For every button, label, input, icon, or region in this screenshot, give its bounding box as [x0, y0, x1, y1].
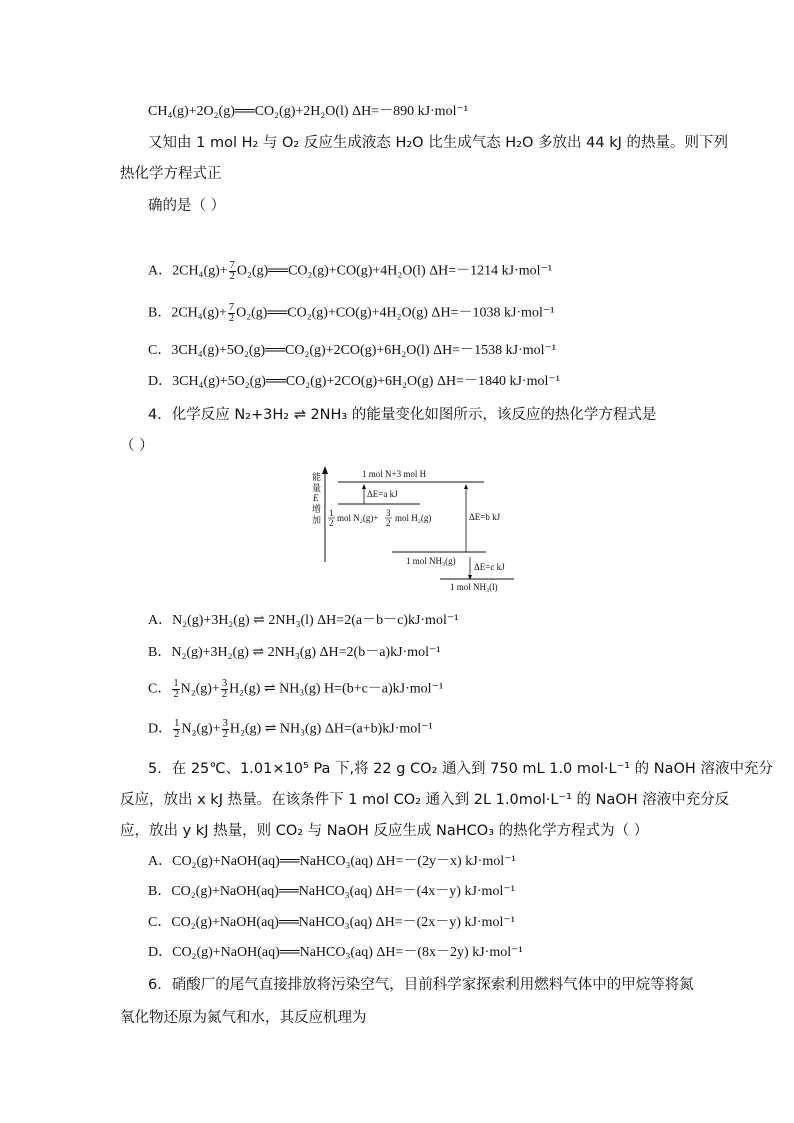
- q4-option-d: D． $\frac{1}{2}$ N₂(g)+ $\frac{3}{2}$ H₂(g) ⇌ NH₃(g) ΔH=(a+b)kJ·mol⁻¹: [148, 718, 433, 740]
- q5-line-2: 反应，放出 x kJ 热量。在该条件下 1 mol CO₂ 通入到 2L 1.0mol·L⁻¹ 的 NaOH 溶液中充分反: [120, 792, 730, 808]
- q4-stem: 4．化学反应 N₂+3H₂ ⇌ 2NH₃ 的能量变化如图所示，该反应的热化学方程式是: [148, 407, 657, 423]
- delta-c-label: ΔE=c kJ: [474, 562, 505, 572]
- q5-option-a: A．CO₂(g)+NaOH(aq)══NaHCO₃(aq) ΔH=－(2y－x) kJ·mol⁻¹: [148, 854, 516, 869]
- fraction-1-2: $\frac{1}{2}$: [173, 678, 179, 700]
- delta-b-arrowhead-icon: [464, 484, 468, 489]
- delta-a-arrowhead-icon: [362, 484, 366, 489]
- q3-option-b: B．2CH₄(g)+ $\frac{7}{2}$ O₂(g)══CO₂(g)+CO(g)+4H₂O(g) ΔH=－1038 kJ·mol⁻¹: [148, 302, 555, 324]
- axis-label-1: 能: [312, 473, 322, 483]
- fraction-7-2: $\frac{7}{2}$: [229, 260, 235, 282]
- fraction-1-2: $\frac{1}{2}$: [174, 718, 180, 740]
- q5-option-b: B．CO₂(g)+NaOH(aq)══NaHCO₃(aq) ΔH=－(4x－y) kJ·mol⁻¹: [148, 884, 515, 899]
- q4-option-b: B．N₂(g)+3H₂(g) ⇌ 2NH₃(g) ΔH=2(b－a)kJ·mol⁻¹: [148, 645, 441, 660]
- mid-text-2: mol H₂(g): [395, 513, 432, 523]
- q3-option-c: C．3CH₄(g)+5O₂(g)══CO₂(g)+2CO(g)+6H₂O(l) ΔH=－1538 kJ·mol⁻¹: [148, 343, 557, 358]
- mid-three-den: 2: [386, 518, 391, 528]
- q6-line-1: 6．硝酸厂的尾气直接排放将污染空气，目前科学家探索利用燃料气体中的甲烷等将氮: [148, 977, 694, 993]
- axis-label-4: 加: [312, 516, 322, 526]
- energy-level-diagram: [300, 462, 520, 597]
- mid-text-1: mol N₂(g)+: [337, 513, 379, 523]
- q4-option-a: A．N₂(g)+3H₂(g) ⇌ 2NH₃(l) ΔH=2(a－b－c)kJ·mol⁻¹: [148, 613, 459, 628]
- intro-line-4: 确的是（ ）: [148, 198, 226, 214]
- q4-option-c: C． $\frac{1}{2}$ N₂(g)+ $\frac{3}{2}$ H₂(g) ⇌ NH₃(g) H=(b+c－a)kJ·mol⁻¹: [148, 678, 444, 700]
- fraction-3-2: $\frac{3}{2}$: [222, 718, 228, 740]
- delta-a-label: ΔE=a kJ: [367, 489, 398, 499]
- fraction-3-2: $\frac{3}{2}$: [221, 678, 228, 700]
- methane-equation: CH₄(g)+2O₂(g)══CO₂(g)+2H₂O(l) ΔH=－890 kJ·mol⁻¹: [148, 104, 469, 119]
- axis-label-3: 增: [312, 505, 322, 515]
- axis-label-2: 量: [312, 484, 322, 494]
- axis-arrow-icon: [322, 466, 328, 474]
- delta-b-label: ΔE=b kJ: [469, 512, 501, 522]
- axis-label-e: E: [313, 493, 319, 503]
- level-nh3l-label: 1 mol NH₃(l): [450, 582, 498, 592]
- q6-line-2: 氧化物还原为氮气和水，其反应机理为: [120, 1010, 367, 1026]
- mid-half-num: 1: [329, 508, 334, 518]
- q5-option-c: C．CO₂(g)+NaOH(aq)══NaHCO₃(aq) ΔH=－(2x－y) kJ·mol⁻¹: [148, 915, 515, 930]
- q3-option-d: D．3CH₄(g)+5O₂(g)══CO₂(g)+2CO(g)+6H₂O(g) ΔH=－1840 kJ·mol⁻¹: [148, 374, 560, 389]
- intro-line-3: 热化学方程式正: [120, 166, 222, 182]
- fraction-7-2: $\frac{7}{2}$: [228, 302, 235, 324]
- mid-three-num: 3: [386, 508, 391, 518]
- q5-line-3: 应，放出 y kJ 热量，则 CO₂ 与 NaOH 反应生成 NaHCO₃ 的热化学方程式为（ ）: [120, 823, 649, 839]
- q5-option-d: D．CO₂(g)+NaOH(aq)══NaHCO₃(aq) ΔH=－(8x－2y) kJ·mol⁻¹: [148, 945, 523, 960]
- q3-option-a: A．2CH₄(g)+ $\frac{7}{2}$ O₂(g)══CO₂(g)+CO(g)+4H₂O(l) ΔH=－1214 kJ·mol⁻¹: [148, 260, 553, 282]
- intro-line-2: 又知由 1 mol H₂ 与 O₂ 反应生成液态 H₂O 比生成气态 H₂O 多放出 44 kJ 的热量。则下列: [148, 135, 728, 151]
- level-top-label: 1 mol N+3 mol H: [362, 469, 427, 479]
- mid-half-den: 2: [329, 518, 334, 528]
- level-nh3g-label: 1 mol NH₃(g): [406, 556, 456, 566]
- q4-paren: （ ）: [120, 438, 154, 454]
- q5-line-1: 5．在 25℃、1.01×10⁵ Pa 下,将 22 g CO₂ 通入到 750 mL 1.0 mol·L⁻¹ 的 NaOH 溶液中充分: [148, 761, 773, 777]
